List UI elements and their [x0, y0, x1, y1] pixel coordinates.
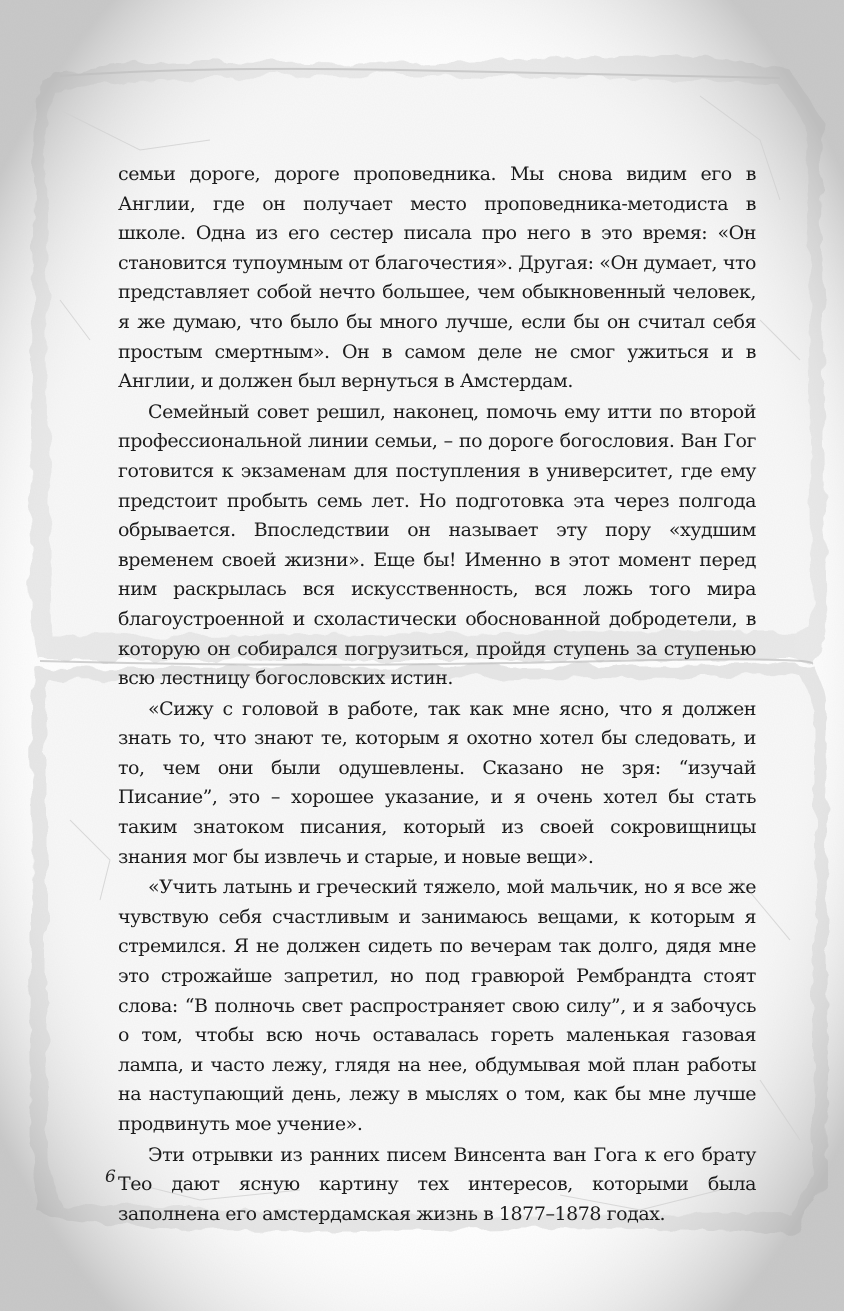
- body-text: [118, 160, 756, 1229]
- paragraph-2: Семейный совет решил, наконец, помочь ему итти по второй профессиональной линии семьи, – по дороге богословия. Ван Гог готовится к экзаменам для поступления в университет, где ему предстоит пробыть семь лет. Но подготовка эта через полгода обрывается. Впоследствии он называет эту пору «худшим временем своей жизни». Еще бы! Именно в этот момент перед ним раскрылась вся искусственность, вся ложь того мира благоустроенной и схоластически обоснованной добродетели, в которую он собирался погрузиться, пройдя ступень за ступенью всю лестницу богословских истин.: [118, 400, 756, 690]
- paragraph-3: «Сижу с головой в работе, так как мне ясно, что я должен знать то, что знают те, которым я охотно хотел бы следовать, и то, чем они были одушевлены. Сказано не зря: “изучай Писание”, это – хорошее указание, и я очень хотел бы стать таким знатоком писания, который из своей сокровищницы знания мог бы извлечь и старые, и новые вещи».: [118, 697, 756, 868]
- paragraph-5: Эти отрывки из ранних писем Винсента ван Гога к его брату Тео дают ясную картину тех интересов, которыми была заполнена его амстердамская жизнь в 1877–1878 годах.: [118, 1143, 756, 1225]
- paragraph-1: семьи дороге, дороге проповедника. Мы снова видим его в Англии, где он получает место проповедника-методиста в школе. Одна из его сестер писала про него в это время: «Он становится тупоумным от благочестия». Другая: «Он думает, что представляет собой нечто большее, чем обыкновенный человек, я же думаю, что было бы много лучше, если бы он считал себя простым смертным». Он в самом деле не смог ужиться и в Англии, и должен был вернуться в Амстердам.: [118, 163, 756, 393]
- page-number: 6: [105, 1167, 116, 1187]
- paragraph-4: «Учить латынь и греческий тяжело, мой мальчик, но я все же чувствую себя счастливым и занимаюсь вещами, к которым я стремился. Я не должен сидеть по вечерам так долго, дядя мне это строжайше запретил, но под гравюрой Рембрандта стоят слова: “В полночь свет распространяет свою силу”, и я забочусь о том, чтобы всю ночь оставалась гореть маленькая газовая лампа, и часто лежу, глядя на нее, обдумывая мой план работы на наступающий день, лежу в мыслях о том, как бы мне лучше продвинуть мое учение».: [118, 876, 756, 1135]
